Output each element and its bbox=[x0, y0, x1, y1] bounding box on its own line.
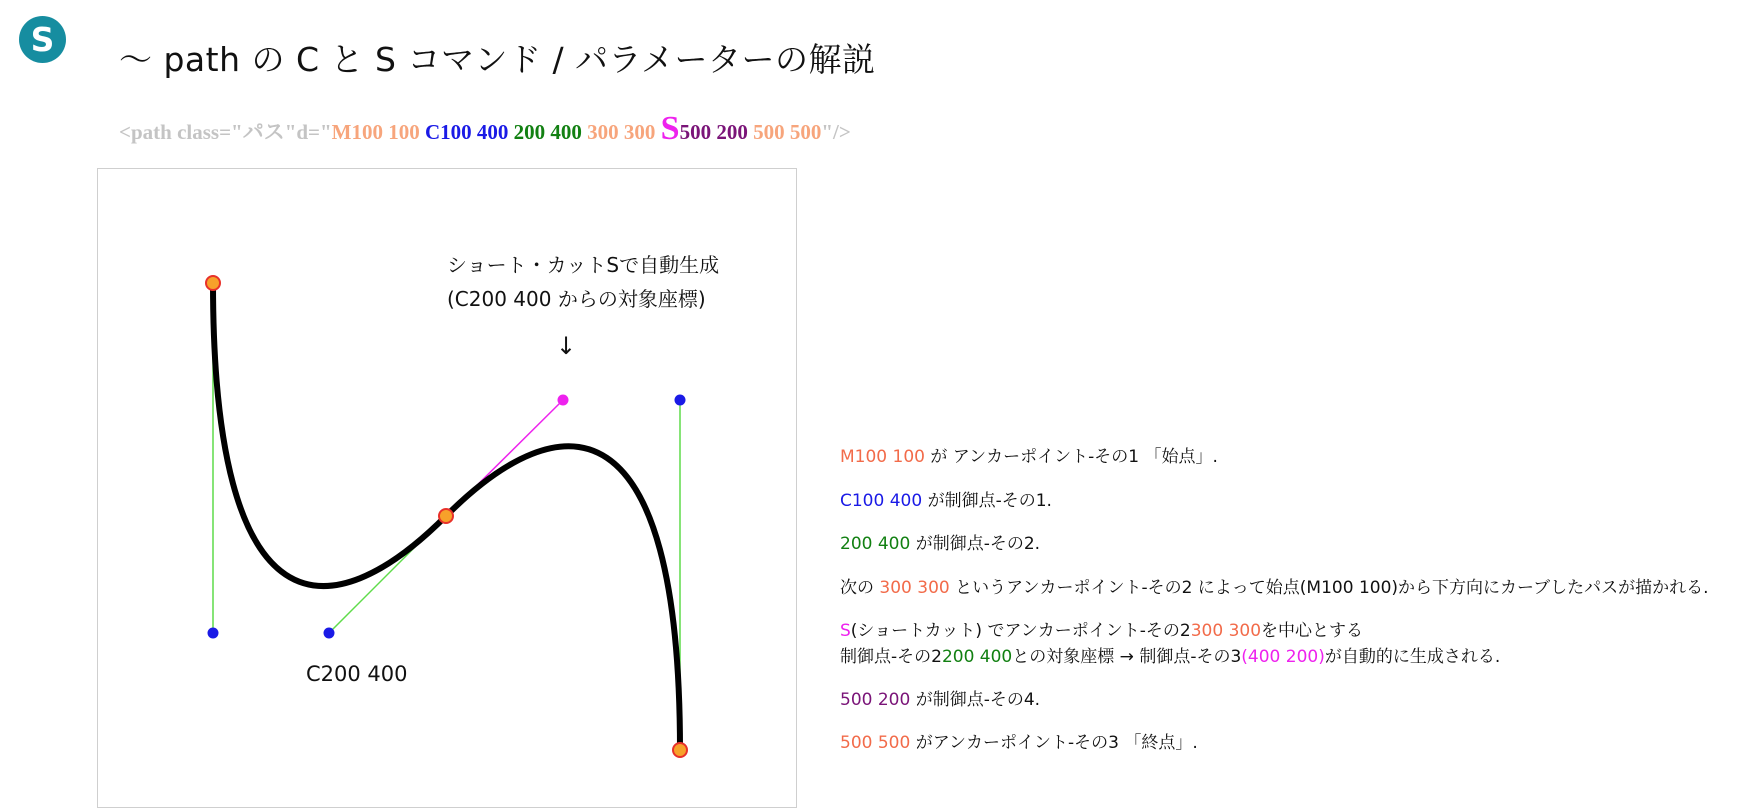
control-point-4 bbox=[675, 395, 686, 406]
exp-text: が制御点-その4. bbox=[910, 690, 1041, 710]
anchor-point-start bbox=[206, 276, 220, 290]
note-arrow: ↓ bbox=[555, 332, 577, 360]
code-curve: C100 400 bbox=[424, 120, 509, 144]
exp-anchor2-coord: 300 300 bbox=[879, 578, 950, 598]
explanation-line-5 bbox=[840, 618, 1363, 644]
explanation-line-6 bbox=[840, 644, 1500, 670]
code-close: "/> bbox=[821, 120, 851, 144]
exp-text: との対象座標 → 制御点-その3 bbox=[1012, 647, 1242, 667]
anchor-point-middle bbox=[439, 509, 453, 523]
explanation-line-3 bbox=[840, 531, 1040, 557]
exp-text: 制御点-その2 bbox=[840, 647, 942, 667]
exp-control2-coord: 200 400 bbox=[840, 534, 911, 554]
note-line-1: ショート・カットSで自動生成 bbox=[447, 253, 720, 277]
exp-text: を中心とする bbox=[1261, 621, 1364, 641]
control-point-3 bbox=[558, 395, 569, 406]
exp-text: が制御点-その1. bbox=[922, 491, 1052, 511]
exp-control3-coord: (400 200) bbox=[1241, 647, 1325, 667]
logo-icon: S bbox=[19, 16, 66, 63]
code-control2: 200 400 bbox=[513, 120, 582, 144]
control-label: C200 400 bbox=[306, 662, 408, 686]
explanation-line-2 bbox=[840, 488, 1052, 514]
explanation-line-8 bbox=[840, 730, 1198, 756]
explanation-line-4 bbox=[840, 575, 1709, 601]
page-title: ～ path の C と S コマンド / パラメーターの解説 bbox=[119, 40, 876, 79]
exp-text: というアンカーポイント-その2 によって始点(M100 100)から下方向にカーブしたパスが描かれる. bbox=[949, 578, 1709, 598]
code-move: M100 100 bbox=[331, 120, 420, 144]
exp-anchor2-coord: 300 300 bbox=[1190, 621, 1262, 641]
control-point-1 bbox=[208, 628, 219, 639]
explanation-line-1 bbox=[840, 444, 1218, 470]
exp-text: が自動的に生成される. bbox=[1324, 647, 1501, 667]
exp-text: がアンカーポイント-その3 「終点」. bbox=[910, 733, 1198, 753]
exp-control1-coord: C100 400 bbox=[840, 491, 923, 511]
note-line-2: (C200 400 からの対象座標) bbox=[447, 287, 706, 311]
control-point-2 bbox=[324, 628, 335, 639]
exp-shortcut-letter: S bbox=[840, 621, 851, 641]
exp-control2-coord: 200 400 bbox=[941, 647, 1013, 667]
exp-text: が アンカーポイント-その1 「始点」. bbox=[924, 447, 1218, 467]
exp-start-coord: M100 100 bbox=[840, 447, 925, 467]
exp-text: 次の bbox=[840, 578, 880, 598]
code-anchor2: 300 300 bbox=[587, 120, 656, 144]
code-end: 500 500 bbox=[753, 120, 822, 144]
exp-control4-coord: 500 200 bbox=[840, 690, 911, 710]
exp-text: が制御点-その2. bbox=[910, 534, 1041, 554]
anchor-point-end bbox=[673, 743, 687, 757]
exp-text: (ショートカット) でアンカーポイント-その2 bbox=[850, 621, 1191, 641]
explanation-line-7 bbox=[840, 687, 1040, 713]
code-shortcut: S bbox=[660, 110, 680, 147]
exp-end-coord: 500 500 bbox=[840, 733, 911, 753]
code-control4: 500 200 bbox=[679, 120, 748, 144]
code-open: <path class="パス"d=" bbox=[119, 120, 332, 144]
